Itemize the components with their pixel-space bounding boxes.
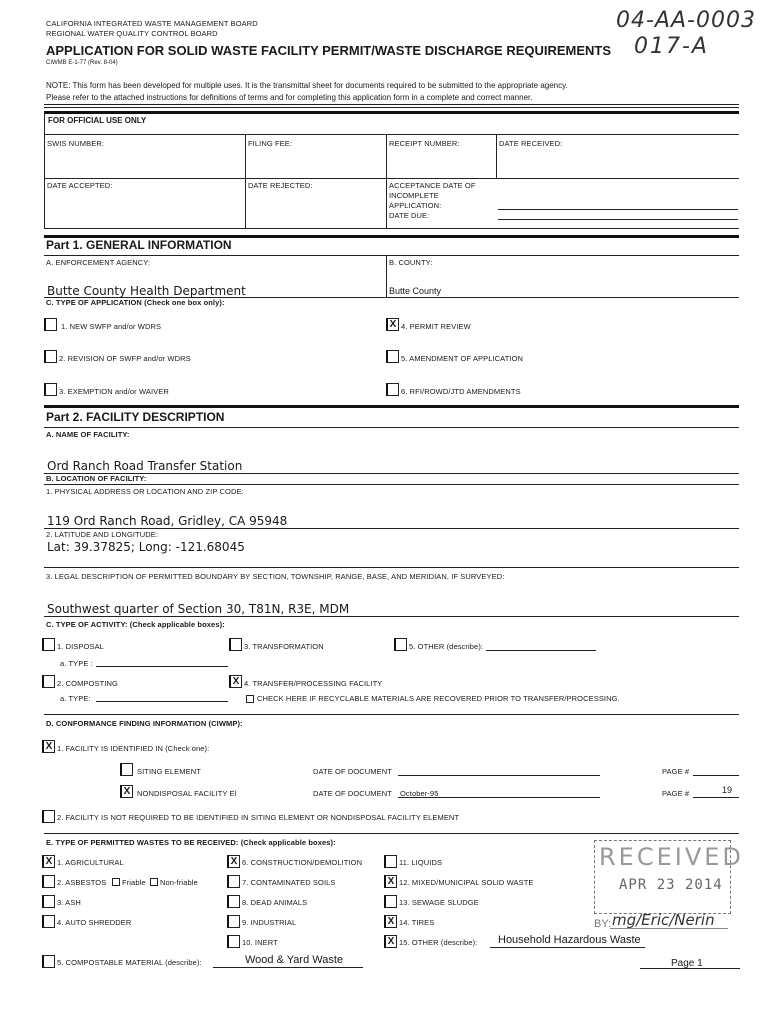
other-waste-value: Household Hazardous Waste bbox=[498, 934, 641, 946]
filing-fee-label: FILING FEE: bbox=[248, 139, 293, 148]
amendment-label: 5. AMENDMENT OF APPLICATION bbox=[401, 354, 524, 363]
swis-label: SWIS NUMBER: bbox=[47, 139, 105, 148]
page-number-2-label: PAGE # bbox=[662, 789, 690, 798]
permit-review-label: 4. PERMIT REVIEW bbox=[401, 322, 471, 331]
nonfriable-checkbox[interactable] bbox=[150, 878, 158, 886]
type-label: C. TYPE OF APPLICATION (Check one box only): bbox=[46, 298, 225, 307]
page-number-label: PAGE # bbox=[662, 767, 690, 776]
compostable-line bbox=[213, 967, 363, 968]
latlon-label: 2. LATITUDE AND LONGITUDE: bbox=[46, 530, 159, 539]
permit-review-checkbox[interactable]: X bbox=[386, 318, 399, 331]
revision-label: 2. REVISION OF SWFP and/or WDRS bbox=[59, 354, 191, 363]
industrial-label: 9. INDUSTRIAL bbox=[242, 918, 297, 927]
tires-label: 14. TIRES bbox=[399, 918, 435, 927]
conformance-identified-label: 1. FACILITY IS IDENTIFIED IN (Check one): bbox=[57, 744, 210, 753]
legal-label: 3. LEGAL DESCRIPTION OF PERMITTED BOUNDARY BY SECTION, TOWNSHIP, RANGE, BASE, AND MERIDIAN, IF SURVEYED: bbox=[46, 572, 505, 581]
board-name-1: CALIFORNIA INTEGRATED WASTE MANAGEMENT BOARD bbox=[46, 19, 258, 28]
facility-name-value: Ord Ranch Road Transfer Station bbox=[47, 459, 243, 473]
page-number-line bbox=[693, 775, 739, 776]
liquids-checkbox[interactable] bbox=[384, 855, 397, 868]
not-required-checkbox[interactable] bbox=[42, 810, 55, 823]
waste-types-label: E. TYPE OF PERMITTED WASTES TO BE RECEIVED: (Check applicable boxes): bbox=[46, 838, 336, 847]
exemption-label: 3. EXEMPTION and/or WAIVER bbox=[59, 387, 169, 396]
part2-heading: Part 2. FACILITY DESCRIPTION bbox=[46, 410, 225, 424]
location-label: B. LOCATION OF FACILITY: bbox=[46, 474, 147, 483]
inert-label: 10. INERT bbox=[242, 938, 278, 947]
auto-shredder-label: 4. AUTO SHREDDER bbox=[57, 918, 132, 927]
composting-label: 2. COMPOSTING bbox=[57, 679, 118, 688]
agricultural-checkbox[interactable]: X bbox=[42, 855, 55, 868]
divider bbox=[44, 616, 739, 617]
siting-element-checkbox[interactable] bbox=[120, 763, 133, 776]
handwritten-id-1: 04-AA-0003 bbox=[616, 8, 756, 33]
type-b-label: a. TYPE: bbox=[60, 694, 91, 703]
transfer-label: 4. TRANSFER/PROCESSING FACILITY bbox=[244, 679, 383, 688]
date-due-line bbox=[498, 219, 738, 220]
agency-label: A. ENFORCEMENT AGENCY: bbox=[46, 258, 151, 267]
receipt-label: RECEIPT NUMBER: bbox=[389, 139, 460, 148]
part1-heading: Part 1. GENERAL INFORMATION bbox=[46, 238, 232, 252]
divider bbox=[44, 714, 739, 715]
divider bbox=[44, 567, 739, 568]
disposal-label: 1. DISPOSAL bbox=[57, 642, 104, 651]
other-activity-line bbox=[486, 650, 596, 651]
new-swfp-checkbox[interactable] bbox=[44, 318, 57, 331]
date-of-document-line bbox=[398, 775, 600, 776]
legal-value: Southwest quarter of Section 30, T81N, R3E, MDM bbox=[47, 602, 350, 616]
page-footer: Page 1 bbox=[671, 958, 703, 969]
acceptance-date-line bbox=[498, 209, 738, 210]
address-value: 119 Ord Ranch Road, Gridley, CA 95948 bbox=[47, 514, 288, 528]
page-number-value: 19 bbox=[722, 785, 733, 795]
type-a-label: a. TYPE : bbox=[60, 659, 93, 668]
section-rule bbox=[44, 405, 739, 408]
construction-label: 6. CONSTRUCTION/DEMOLITION bbox=[242, 858, 363, 867]
other-activity-checkbox[interactable] bbox=[394, 638, 407, 651]
received-stamp-date: APR 23 2014 bbox=[619, 877, 723, 893]
rfi-label: 6. RFI/ROWD/JTD AMENDMENTS bbox=[401, 387, 521, 396]
official-heading: FOR OFFICIAL USE ONLY bbox=[48, 116, 147, 125]
asbestos-checkbox[interactable] bbox=[42, 875, 55, 888]
note-line-2: Please refer to the attached instructions for definitions of terms and for completing this application form in a complete and correct manner. bbox=[46, 93, 533, 102]
transformation-label: 3. TRANSFORMATION bbox=[244, 642, 324, 651]
activity-label: C. TYPE OF ACTIVITY: (Check applicable boxes): bbox=[46, 620, 225, 629]
recyclable-checkbox[interactable] bbox=[246, 695, 254, 703]
auto-shredder-checkbox[interactable] bbox=[42, 915, 55, 928]
amendment-checkbox[interactable] bbox=[386, 350, 399, 363]
divider bbox=[44, 484, 739, 485]
acceptance-label-2: INCOMPLETE bbox=[389, 191, 439, 200]
nondisposal-label: NONDISPOSAL FACILITY El bbox=[137, 789, 237, 798]
divider bbox=[44, 833, 739, 834]
transformation-checkbox[interactable] bbox=[229, 638, 242, 651]
disposal-checkbox[interactable] bbox=[42, 638, 55, 651]
divider bbox=[44, 104, 739, 105]
contaminated-soils-checkbox[interactable] bbox=[227, 875, 240, 888]
board-name-2: REGIONAL WATER QUALITY CONTROL BOARD bbox=[46, 29, 218, 38]
compostable-label: 5. COMPOSTABLE MATERIAL (describe): bbox=[57, 958, 202, 967]
ash-checkbox[interactable] bbox=[42, 895, 55, 908]
address-label: 1. PHYSICAL ADDRESS OR LOCATION AND ZIP CODE: bbox=[46, 487, 244, 496]
industrial-checkbox[interactable] bbox=[227, 915, 240, 928]
dead-animals-checkbox[interactable] bbox=[227, 895, 240, 908]
page-number-2-line bbox=[693, 797, 739, 798]
form-title: APPLICATION FOR SOLID WASTE FACILITY PERMIT/WASTE DISCHARGE REQUIREMENTS bbox=[46, 43, 612, 58]
sewage-sludge-checkbox[interactable] bbox=[384, 895, 397, 908]
acceptance-label-1: ACCEPTANCE DATE OF bbox=[389, 181, 476, 190]
facility-name-label: A. NAME OF FACILITY: bbox=[46, 430, 130, 439]
other-waste-checkbox[interactable]: X bbox=[384, 935, 397, 948]
date-of-document-2-line bbox=[398, 797, 600, 798]
divider bbox=[44, 107, 739, 108]
contaminated-soils-label: 7. CONTAMINATED SOILS bbox=[242, 878, 336, 887]
acceptance-label-3: APPLICATION: bbox=[389, 201, 442, 210]
rfi-checkbox[interactable] bbox=[386, 383, 399, 396]
compostable-value: Wood & Yard Waste bbox=[245, 954, 344, 966]
asbestos-label: 2. ASBESTOS bbox=[57, 878, 107, 887]
divider bbox=[386, 255, 387, 298]
construction-checkbox[interactable]: X bbox=[227, 855, 240, 868]
stamp-by-line bbox=[610, 928, 728, 929]
dead-animals-label: 8. DEAD ANIMALS bbox=[242, 898, 308, 907]
date-accepted-label: DATE ACCEPTED: bbox=[47, 181, 113, 190]
liquids-label: 11. LIQUIDS bbox=[399, 858, 443, 867]
county-label: B. COUNTY: bbox=[389, 258, 433, 267]
other-activity-label: 5. OTHER (describe): bbox=[409, 642, 484, 651]
agricultural-label: 1. AGRICULTURAL bbox=[57, 858, 124, 867]
composting-checkbox[interactable] bbox=[42, 675, 55, 688]
other-waste-label: 15. OTHER (describe): bbox=[399, 938, 478, 947]
type-b-line bbox=[96, 701, 228, 702]
agency-value: Butte County Health Department bbox=[47, 284, 246, 298]
tires-checkbox[interactable]: X bbox=[384, 915, 397, 928]
ash-label: 3. ASH bbox=[57, 898, 81, 907]
divider bbox=[640, 968, 740, 969]
mixed-msw-label: 12. MIXED/MUNICIPAL SOLID WASTE bbox=[399, 878, 534, 887]
received-stamp bbox=[594, 840, 744, 914]
type-a-line bbox=[96, 666, 228, 667]
inert-checkbox[interactable] bbox=[227, 935, 240, 948]
stamp-by-signature: mg/Eric/Nerin bbox=[612, 911, 715, 929]
latlon-value: Lat: 39.37825; Long: -121.68045 bbox=[47, 540, 245, 554]
date-rejected-label: DATE REJECTED: bbox=[248, 181, 313, 190]
sewage-sludge-label: 13. SEWAGE SLUDGE bbox=[399, 898, 479, 907]
recyclable-label: CHECK HERE IF RECYCLABLE MATERIALS ARE RECOVERED PRIOR TO TRANSFER/PROCESSING. bbox=[257, 694, 620, 703]
divider bbox=[44, 528, 739, 529]
date-of-document-label: DATE OF DOCUMENT bbox=[313, 767, 392, 776]
form-id: CIWMB E-1-77 (Rev. 8-04) bbox=[46, 60, 118, 66]
stamp-by-label: BY: bbox=[594, 918, 612, 930]
exemption-checkbox[interactable] bbox=[44, 383, 57, 396]
conformance-identified-checkbox[interactable]: X bbox=[42, 740, 55, 753]
divider bbox=[44, 255, 739, 256]
note-line-1: NOTE: This form has been developed for multiple uses. It is the transmittal sheet for documents required to be submitted to the appropriate agency. bbox=[46, 81, 568, 90]
conformance-label: D. CONFORMANCE FINDING INFORMATION (CIWMP): bbox=[46, 719, 243, 728]
compostable-checkbox[interactable] bbox=[42, 955, 55, 968]
mixed-msw-checkbox[interactable]: X bbox=[384, 875, 397, 888]
handwritten-id-2: 017-A bbox=[634, 34, 709, 59]
date-of-document-2-label: DATE OF DOCUMENT bbox=[313, 789, 392, 798]
divider bbox=[44, 427, 739, 428]
other-waste-line bbox=[490, 947, 645, 948]
new-swfp-label: 1. NEW SWFP and/or WDRS bbox=[61, 322, 162, 331]
revision-checkbox[interactable] bbox=[44, 350, 57, 363]
siting-element-label: SITING ELEMENT bbox=[137, 767, 201, 776]
date-due-label: DATE DUE: bbox=[389, 211, 430, 220]
nonfriable-label: Non-friable bbox=[160, 878, 198, 887]
friable-label: Friable bbox=[122, 878, 146, 887]
date-of-document-2-value: October-95 bbox=[400, 789, 439, 798]
county-value: Butte County bbox=[389, 286, 442, 296]
received-stamp-title: RECEIVED bbox=[599, 843, 744, 871]
date-received-label: DATE RECEIVED: bbox=[499, 139, 563, 148]
not-required-label: 2. FACILITY IS NOT REQUIRED TO BE IDENTIFIED IN SITING ELEMENT OR NONDISPOSAL FACILITY ELEMENT bbox=[57, 813, 460, 822]
transfer-checkbox[interactable]: X bbox=[229, 675, 242, 688]
divider bbox=[44, 473, 739, 474]
friable-checkbox[interactable] bbox=[112, 878, 120, 886]
nondisposal-checkbox[interactable]: X bbox=[120, 785, 133, 798]
